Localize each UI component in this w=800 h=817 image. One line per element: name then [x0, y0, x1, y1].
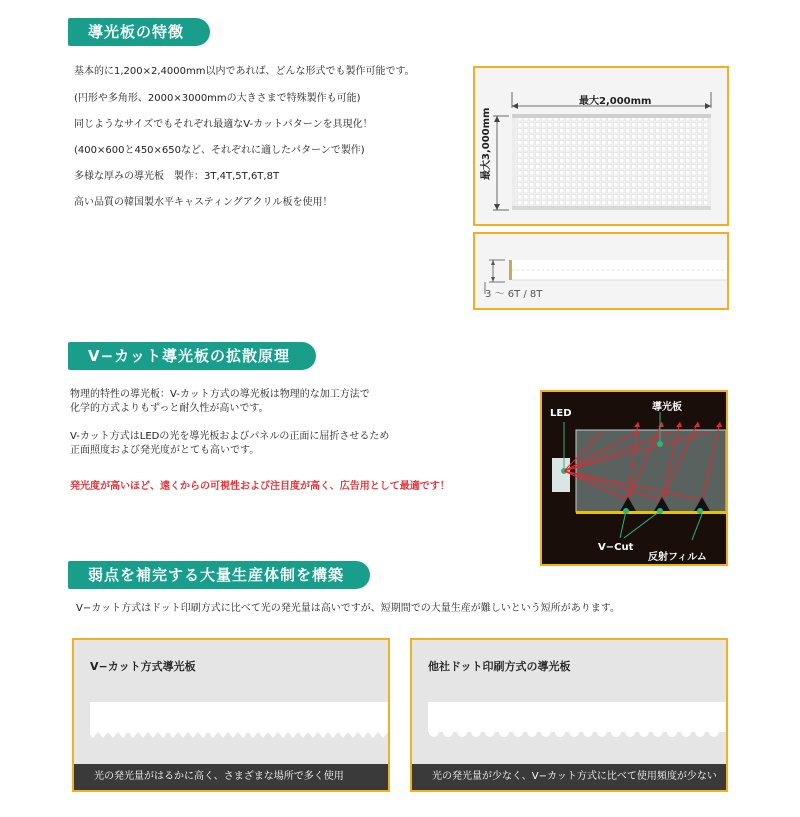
led-label: LED: [550, 408, 572, 419]
feature-line: 基本的に1,200×2,4000mm以内であれば、どんな形式でも製作可能です。: [74, 66, 415, 77]
thickness-label: 3 ～ 6T / 8T: [485, 289, 543, 300]
vcut-label: V−Cut: [598, 542, 634, 553]
width-label: 最大2,000mm: [579, 96, 652, 107]
feature-line: 多様な厚みの導光板 製作：3T,4T,5T,6T,8T: [74, 171, 280, 182]
lgp-label: 導光板: [652, 402, 682, 413]
card-caption: 光の発光量が少なく、V−カット方式に比べて使用頻度が少ない: [412, 764, 726, 790]
height-label: 最大3,000mm: [481, 107, 492, 180]
feature-line: (円形や多角形、2000×3000mmの大きさまで特殊製作も可能): [74, 93, 361, 104]
vcut-diagram: [540, 390, 728, 566]
principle-text-2a: V-カット方式はLEDの光を導光板およびパネルの正面に屈折させるため: [70, 431, 390, 442]
vcut-profile: [90, 702, 390, 742]
feature-line: 同じようなサイズでもそれぞれ最適なV-カットパターンを具現化！: [74, 119, 373, 130]
card-caption: 光の発光量がはるかに高く、さまざまな場所で多く使用: [74, 764, 388, 790]
section-header-principle: V−カット導光板の拡散原理: [68, 342, 316, 370]
principle-text-1a: 物理的特性の導光板：V-カット方式の導光板は物理的な加工方法で: [70, 389, 370, 400]
film-label: 反射フィルム: [648, 552, 707, 563]
card-title: 他社ドット印刷方式の導光板: [428, 660, 571, 673]
section-header-features: 導光板の特徴: [68, 18, 210, 46]
thickness-figure-panel: [473, 232, 729, 310]
principle-text-1b: 化学的方式よりもずっと耐久性が高いです。: [70, 403, 269, 414]
size-figure-panel: [473, 66, 729, 226]
section-header-production: 弱点を補完する大量生産体制を構築: [68, 561, 370, 589]
comparison-card-vcut: [72, 638, 390, 792]
principle-text-2b: 正面照度および発光度がとても高いです。: [70, 445, 260, 456]
comparison-card-dot: [410, 638, 728, 792]
card-title: V−カット方式導光板: [90, 660, 196, 673]
dot-profile: [428, 702, 728, 742]
feature-line: 高い品質の韓国製水平キャスティングアクリル板を使用！: [74, 197, 333, 208]
principle-highlight: 発光度が高いほど、遠くからの可視性および注目度が高く、広告用として最適です！: [70, 481, 450, 492]
feature-line: (400×600と450×650など、それぞれに適したパターンで製作): [74, 145, 365, 156]
production-intro: V−カット方式はドット印刷方式に比べて光の発光量は高いですが、短期間での大量生産が難しいという短所があります。: [76, 603, 620, 614]
